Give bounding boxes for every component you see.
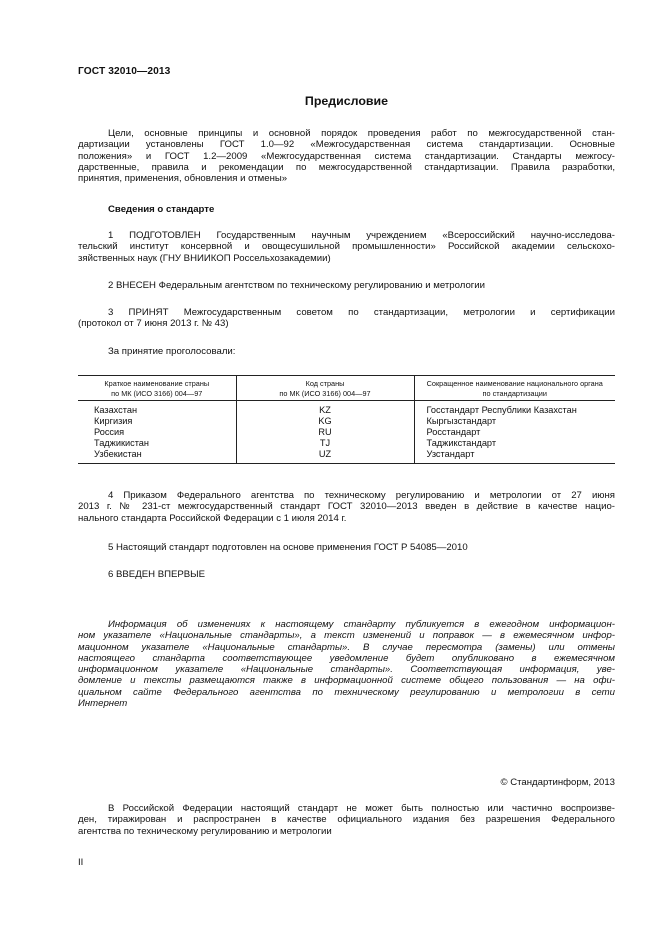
item-1-line: зяйственных наук (ГНУ ВНИИКОП Россельхозакадемии) [78,252,331,264]
table-header-text: по МК (ИСО 3166) 004—97 [279,388,371,398]
intro-line: положения» и ГОСТ 1.2—2009 «Межгосударственная система стандартизации. Стандарты межгосу- [78,150,615,162]
info-notice-line: ном указателе «Национальные стандарты», а текст изменений и поправок — в ежемесячном инфор- [78,630,615,642]
page-number: II [78,857,84,868]
intro-line: принятия, применения, обновления и отмены» [78,173,288,185]
standards-body-cell: Росстандарт [426,427,481,437]
document-code-header: ГОСТ 32010—2013 [78,66,171,77]
info-notice-line: Информация об изменениях к настоящему стандарту публикуется в ежегодном информацион- [108,619,615,630]
copyright-notice: © Стандартинформ, 2013 [500,777,615,788]
standards-body-cell: Кыргызстандарт [426,416,497,426]
rights-notice-line: ден, тиражирован и распространен в качестве официального издания без разрешения Федерального [78,814,615,826]
country-code-cell: RU [236,427,414,438]
intro-line: Цели, основные принципы и основной порядок проведения работ по межгосударственной стан- [108,128,615,139]
section-heading-text: Сведения о стандарте [108,204,215,215]
standards-body-cell: Госстандарт Республики Казахстан [426,405,577,415]
item-1-paragraph [78,230,615,264]
country-name-cell: Таджикистан [94,438,149,448]
info-notice-line: домление и тексты размещаются также в информационной системе общего пользования — на офи- [78,675,615,687]
rights-notice-paragraph [78,803,615,837]
table-row [78,427,615,438]
item-3-paragraph [78,307,615,330]
country-code-cell: TJ [236,438,414,449]
section-heading [78,204,615,215]
item-4-line: 4 Приказом Федерального агентства по техническому регулированию и метрологии от 27 июня [108,490,615,501]
table-row [78,401,615,417]
table-row [78,438,615,449]
item-2-paragraph [78,280,615,291]
country-code-cell: KZ [236,401,414,417]
table-header-text: по стандартизации [482,388,547,398]
page-title: Предисловие [304,94,389,108]
table-header-text: по МК (ИСО 3166) 004—97 [111,388,203,398]
country-code-cell: KG [236,416,414,427]
item-4-line: 2013 г. № 231-ст межгосударственный стандарт ГОСТ 32010—2013 введен в действие в качестве нацио- [78,501,615,513]
info-notice-line: настоящего стандарта соответствующее уведомление будет опубликовано в ежемесячном [78,652,615,664]
table-header-row [78,376,615,401]
item-6-paragraph [78,569,615,580]
intro-paragraph [78,128,615,184]
item-3-line: 3 ПРИНЯТ Межгосударственным советом по стандартизации, метрологии и сертификации [108,307,615,318]
intro-line: дарственные, правила и рекомендации по межгосударственной стандартизации. Правила разработки, [78,161,615,173]
voted-label [78,346,615,357]
table-row [78,449,615,464]
country-name-cell: Россия [94,427,125,437]
country-name-cell: Казахстан [94,405,138,415]
info-notice-line: циальном сайте Федерального агентства по техническому регулированию и метрологии в сети [78,686,615,698]
item-4-line: нального стандарта Российской Федерации с 1 июля 2014 г. [78,512,347,524]
info-notice-line: информационном указателе «Национальные стандарты». Соответствующая информация, уве- [78,664,615,676]
table-header-country [78,376,236,401]
item-2-line: 2 ВНЕСЕН Федеральным агентством по техническому регулированию и метрологии [108,280,486,291]
table-header-text: Код страны [305,379,345,388]
country-code-cell: UZ [236,449,414,464]
table-row [78,416,615,427]
table-header-body [414,376,615,401]
item-5-paragraph [78,542,615,553]
item-5-line: 5 Настоящий стандарт подготовлен на основе применения ГОСТ Р 54085—2010 [108,542,468,553]
item-1-line: тельский институт консервной и овощесушильной промышленности» Российской академии сельскохо- [78,241,615,253]
standards-body-cell: Таджикстандарт [426,438,497,448]
rights-notice-line: В Российской Федерации настоящий стандарт не может быть полностью или частично воспроизве- [108,803,615,814]
item-3-line: (протокол от 7 июня 2013 г. № 43) [78,318,229,330]
rights-notice-line: агентства по техническому регулированию и метрологии [78,825,332,837]
voting-countries-table [78,375,615,464]
item-6-line: 6 ВВЕДЕН ВПЕРВЫЕ [108,569,206,580]
voted-label-text: За принятие проголосовали: [108,346,236,357]
item-4-paragraph [78,490,615,524]
item-1-line: 1 ПОДГОТОВЛЕН Государственным научным учреждением «Всероссийский научно-исследова- [108,230,615,241]
info-notice-paragraph [78,619,615,709]
info-notice-line: мационном указателе «Национальные стандарты». В случае пересмотра (замены) или отмены [78,641,615,653]
table-header-text: Сокращенное наименование национального органа [426,379,603,388]
info-notice-line: Интернет [78,698,128,710]
country-name-cell: Киргизия [94,416,133,426]
table-header-code [236,376,414,401]
table-header-text: Краткое наименование страны [104,379,210,388]
standards-body-cell: Узстандарт [414,449,615,464]
intro-line: дартизации установлены ГОСТ 1.0—92 «Межгосударственная система стандартизации. Основные [78,139,615,151]
country-name-cell: Узбекистан [78,449,236,464]
